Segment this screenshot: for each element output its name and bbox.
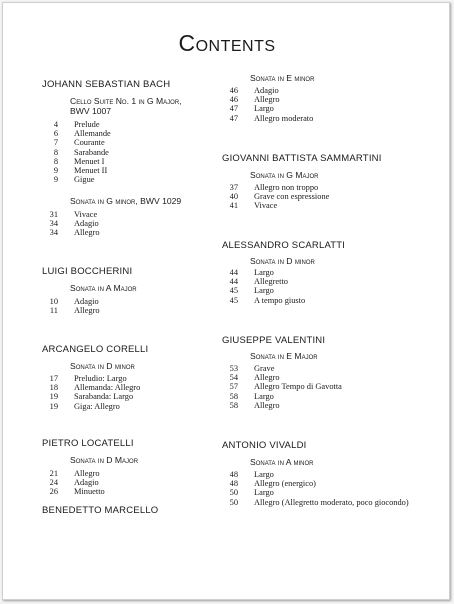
movement-entry bbox=[222, 268, 442, 277]
page-number: 44 bbox=[229, 277, 238, 287]
page-number: 34 bbox=[49, 228, 58, 238]
page-number: 44 bbox=[229, 268, 238, 277]
page-number: 46 bbox=[229, 95, 238, 105]
movement-name: Allegretto bbox=[254, 277, 288, 287]
movement-entry bbox=[222, 364, 442, 373]
movement-name: Largo bbox=[254, 286, 274, 296]
movement-entry bbox=[42, 148, 212, 157]
movement-entry bbox=[42, 402, 212, 411]
page-number: 53 bbox=[229, 364, 238, 373]
movement-entry bbox=[42, 374, 212, 383]
work-title: Sonata in D Major bbox=[70, 455, 139, 465]
movement-entry bbox=[222, 192, 442, 201]
movement-name: Largo bbox=[254, 104, 274, 114]
work-title: Sonata in G minor, BWV 1029 bbox=[70, 196, 182, 206]
movement-entry bbox=[42, 120, 212, 129]
movement-list bbox=[42, 374, 212, 411]
page-number: 19 bbox=[49, 392, 58, 402]
movement-entry bbox=[222, 277, 442, 286]
work-title: Sonata in A minor bbox=[250, 457, 314, 467]
movement-name: Largo bbox=[254, 268, 274, 277]
movement-name: Allegro bbox=[254, 95, 280, 105]
movement-list bbox=[222, 268, 442, 305]
work-title: Cello Suite No. 1 in G Major, bbox=[70, 96, 182, 106]
movement-entry bbox=[42, 129, 212, 138]
work-title-continued: BWV 1007 bbox=[70, 106, 112, 116]
movement-entry bbox=[42, 383, 212, 392]
movement-name: Grave con espressione bbox=[254, 192, 330, 202]
movement-entry bbox=[42, 166, 212, 175]
movement-entry bbox=[42, 138, 212, 147]
movement-name: Allegro (Allegretto moderato, poco giocondo) bbox=[254, 497, 409, 507]
movement-name: Allegro non troppo bbox=[254, 183, 319, 192]
page-number: 45 bbox=[229, 286, 238, 296]
movement-list bbox=[42, 210, 212, 238]
movement-entry bbox=[42, 306, 212, 315]
page-number: 37 bbox=[229, 183, 238, 192]
page-number: 9 bbox=[53, 175, 58, 185]
movement-entry bbox=[222, 373, 442, 382]
movement-name: Menuet II bbox=[74, 165, 108, 175]
movement-name: Allegro bbox=[74, 306, 100, 316]
movement-name: Courante bbox=[74, 138, 105, 148]
page-number: 19 bbox=[49, 401, 58, 411]
composer-heading: BENEDETTO MARCELLO bbox=[42, 505, 159, 516]
movement-name: Sarabande bbox=[74, 147, 109, 157]
page-number: 47 bbox=[229, 113, 238, 123]
movement-entry bbox=[222, 183, 442, 192]
movement-name: Allegro bbox=[254, 400, 280, 410]
composer-heading: LUIGI BOCCHERINI bbox=[42, 266, 133, 277]
page-number: 6 bbox=[53, 129, 58, 139]
composer-heading: ARCANGELO CORELLI bbox=[42, 344, 149, 355]
page-number: 18 bbox=[49, 383, 58, 393]
movement-entry bbox=[42, 210, 212, 219]
movement-list bbox=[222, 470, 442, 507]
page-number: 34 bbox=[49, 219, 58, 229]
movement-name: Vivace bbox=[254, 201, 278, 211]
composer-heading: ALESSANDRO SCARLATTI bbox=[222, 240, 346, 251]
page-number: 58 bbox=[229, 391, 238, 401]
composer-heading: PIETRO LOCATELLI bbox=[42, 438, 134, 449]
page-number: 26 bbox=[49, 487, 58, 497]
movement-name: Largo bbox=[254, 391, 274, 401]
movement-entry bbox=[222, 382, 442, 391]
movement-name: Largo bbox=[254, 488, 274, 498]
movement-name: Sarabanda: Largo bbox=[74, 392, 134, 402]
movement-name: Adagio bbox=[74, 219, 99, 229]
movement-list bbox=[42, 120, 212, 184]
page-number: 40 bbox=[229, 192, 238, 202]
movement-name: A tempo giusto bbox=[254, 295, 306, 305]
page-number: 10 bbox=[49, 297, 58, 306]
work-title: Sonata in G Major bbox=[250, 170, 319, 180]
page-number: 11 bbox=[49, 306, 58, 316]
movement-entry bbox=[222, 392, 442, 401]
page-number: 54 bbox=[229, 373, 238, 383]
movement-entry bbox=[222, 498, 442, 507]
movement-entry bbox=[222, 286, 442, 295]
composer-heading: GIUSEPPE VALENTINI bbox=[222, 335, 326, 346]
movement-entry bbox=[42, 392, 212, 401]
movement-name: Giga: Allegro bbox=[74, 401, 120, 411]
movement-name: Allemande bbox=[74, 129, 111, 139]
movement-name: Prelude bbox=[74, 120, 100, 129]
movement-entry bbox=[222, 201, 442, 210]
page-number: 50 bbox=[229, 497, 238, 507]
page-number: 48 bbox=[229, 470, 238, 479]
movement-entry bbox=[222, 114, 442, 123]
composer-heading: GIOVANNI BATTISTA SAMMARTINI bbox=[222, 153, 382, 164]
movement-entry bbox=[222, 104, 442, 113]
work-title: Sonata in D minor bbox=[250, 256, 315, 266]
movement-name: Allegro Tempo di Gavotta bbox=[254, 382, 342, 392]
movement-entry bbox=[222, 86, 442, 95]
page-number: 46 bbox=[229, 86, 238, 95]
page-number: 9 bbox=[53, 165, 58, 175]
movement-list bbox=[222, 183, 442, 211]
page-number: 17 bbox=[49, 374, 58, 383]
movement-name: Menuet I bbox=[74, 156, 105, 166]
movement-entry bbox=[42, 487, 212, 496]
page-number: 41 bbox=[229, 201, 238, 211]
movement-name: Adagio bbox=[74, 478, 99, 488]
movement-entry bbox=[42, 157, 212, 166]
work-title: Sonata in E Major bbox=[250, 351, 318, 361]
movement-list bbox=[42, 469, 212, 497]
movement-name: Allegro moderato bbox=[254, 113, 314, 123]
movement-entry bbox=[42, 469, 212, 478]
page-number: 45 bbox=[229, 295, 238, 305]
composer-heading: JOHANN SEBASTIAN BACH bbox=[42, 79, 171, 90]
page-number: 8 bbox=[53, 147, 58, 157]
work-title: Sonata in A Major bbox=[70, 283, 137, 293]
movement-list bbox=[222, 86, 442, 123]
page-number: 24 bbox=[49, 478, 58, 488]
movement-name: Grave bbox=[254, 364, 275, 373]
movement-name: Preludio: Largo bbox=[74, 374, 127, 383]
movement-entry bbox=[222, 470, 442, 479]
movement-name: Gigue bbox=[74, 175, 95, 185]
movement-name: Minuetto bbox=[74, 487, 105, 497]
page-number: 57 bbox=[229, 382, 238, 392]
movement-list bbox=[42, 297, 212, 315]
page-number: 47 bbox=[229, 104, 238, 114]
work-title: Sonata in E minor bbox=[250, 73, 315, 83]
movement-entry bbox=[222, 401, 442, 410]
movement-name: Allegro bbox=[74, 469, 100, 478]
page-title: Contents bbox=[178, 30, 276, 56]
movement-name: Adagio bbox=[74, 297, 99, 306]
movement-entry bbox=[222, 95, 442, 104]
page-number: 58 bbox=[229, 400, 238, 410]
page-number: 8 bbox=[53, 156, 58, 166]
page-number: 21 bbox=[49, 469, 58, 478]
movement-name: Vivace bbox=[74, 210, 98, 219]
movement-name: Allegro bbox=[254, 373, 280, 383]
movement-entry bbox=[42, 219, 212, 228]
movement-entry bbox=[42, 478, 212, 487]
movement-name: Allegro bbox=[74, 228, 100, 238]
work-title: Sonata in D minor bbox=[70, 361, 135, 371]
movement-entry bbox=[222, 296, 442, 305]
page-number: 7 bbox=[53, 138, 58, 148]
composer-heading: ANTONIO VIVALDI bbox=[222, 440, 307, 451]
page-number: 4 bbox=[53, 120, 58, 129]
movement-name: Adagio bbox=[254, 86, 279, 95]
movement-entry bbox=[42, 228, 212, 237]
movement-list bbox=[222, 364, 442, 410]
page-number: 48 bbox=[229, 479, 238, 489]
movement-name: Allegro (energico) bbox=[254, 479, 316, 489]
movement-entry bbox=[42, 297, 212, 306]
movement-entry bbox=[222, 479, 442, 488]
movement-entry bbox=[222, 488, 442, 497]
page-number: 50 bbox=[229, 488, 238, 498]
movement-name: Largo bbox=[254, 470, 274, 479]
page-number: 31 bbox=[49, 210, 58, 219]
movement-entry bbox=[42, 175, 212, 184]
movement-name: Allemanda: Allegro bbox=[74, 383, 141, 393]
